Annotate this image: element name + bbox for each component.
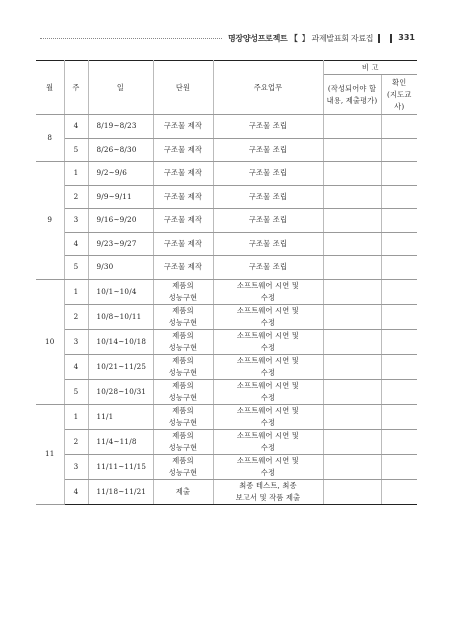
date-cell: 8/19~8/23 — [88, 115, 153, 139]
week-cell: 5 — [64, 379, 88, 404]
week-cell: 2 — [64, 185, 88, 209]
unit-cell: 구조물 제작 — [153, 115, 213, 139]
header-month: 월 — [36, 61, 64, 115]
task-cell: 구조물 조립 — [213, 256, 323, 280]
table-row — [36, 256, 417, 280]
month-cell: 10 — [36, 279, 64, 404]
task-cell: 구조물 조립 — [213, 162, 323, 186]
header-tasks: 주요업무 — [213, 61, 323, 115]
header-dotted-rule — [40, 38, 222, 39]
unit-cell: 제품의 성능구현 — [153, 329, 213, 354]
unit-cell: 제품의 성능구현 — [153, 379, 213, 404]
date-cell: 8/26~8/30 — [88, 138, 153, 162]
date-cell: 10/1~10/4 — [88, 279, 153, 304]
month-cell: 9 — [36, 162, 64, 280]
page-header — [40, 32, 415, 46]
confirm-cell — [381, 429, 417, 454]
month-cell: 11 — [36, 404, 64, 504]
table-row — [36, 479, 417, 504]
remarks-cell — [323, 162, 381, 186]
remarks-cell — [323, 279, 381, 304]
task-cell: 소프트웨어 시연 및 수정 — [213, 429, 323, 454]
date-cell: 10/21~11/25 — [88, 354, 153, 379]
unit-cell: 구조물 제작 — [153, 209, 213, 233]
remarks-cell — [323, 115, 381, 139]
date-cell: 11/11~11/15 — [88, 454, 153, 479]
header-title: 명장양성프로젝트 【 】 과제발표회 자료집 — [228, 34, 374, 43]
table-row — [36, 232, 417, 256]
task-cell: 소프트웨어 시연 및 수정 — [213, 279, 323, 304]
week-cell: 1 — [64, 162, 88, 186]
table-row — [36, 354, 417, 379]
confirm-cell — [381, 162, 417, 186]
date-cell: 9/9~9/11 — [88, 185, 153, 209]
table-row — [36, 329, 417, 354]
date-cell: 10/28~10/31 — [88, 379, 153, 404]
week-cell: 1 — [64, 279, 88, 304]
header-separator — [378, 34, 380, 43]
remarks-cell — [323, 185, 381, 209]
date-cell: 10/8~10/11 — [88, 304, 153, 329]
week-cell: 3 — [64, 209, 88, 233]
date-cell: 11/4~11/8 — [88, 429, 153, 454]
remarks-cell — [323, 354, 381, 379]
table-row — [36, 209, 417, 233]
unit-cell: 구조물 제작 — [153, 185, 213, 209]
unit-cell: 구조물 제작 — [153, 232, 213, 256]
unit-cell: 제품의 성능구현 — [153, 404, 213, 429]
unit-cell: 구조물 제작 — [153, 162, 213, 186]
task-cell: 소프트웨어 시연 및 수정 — [213, 454, 323, 479]
week-cell: 1 — [64, 404, 88, 429]
remarks-cell — [323, 429, 381, 454]
remarks-cell — [323, 209, 381, 233]
task-cell: 구조물 조립 — [213, 185, 323, 209]
week-cell: 5 — [64, 138, 88, 162]
task-cell: 구조물 조립 — [213, 138, 323, 162]
week-cell: 2 — [64, 304, 88, 329]
week-cell: 4 — [64, 354, 88, 379]
table-row — [36, 115, 417, 139]
task-cell: 구조물 조립 — [213, 232, 323, 256]
date-cell: 9/16~9/20 — [88, 209, 153, 233]
unit-cell: 제출 — [153, 479, 213, 504]
table-row — [36, 279, 417, 304]
remarks-cell — [323, 404, 381, 429]
task-cell: 소프트웨어 시연 및 수정 — [213, 329, 323, 354]
week-cell: 4 — [64, 479, 88, 504]
confirm-cell — [381, 279, 417, 304]
table-row — [36, 379, 417, 404]
page-number: 331 — [398, 33, 415, 42]
remarks-cell — [323, 232, 381, 256]
week-cell: 4 — [64, 232, 88, 256]
remarks-cell — [323, 138, 381, 162]
unit-cell: 구조물 제작 — [153, 256, 213, 280]
header-remarks-content: (작성되어야 할 내용, 제출평가) — [323, 75, 381, 115]
task-cell: 소프트웨어 시연 및 수정 — [213, 304, 323, 329]
confirm-cell — [381, 304, 417, 329]
table-row — [36, 162, 417, 186]
remarks-cell — [323, 256, 381, 280]
schedule-table — [36, 60, 417, 505]
task-cell: 소프트웨어 시연 및 수정 — [213, 379, 323, 404]
remarks-cell — [323, 329, 381, 354]
confirm-cell — [381, 232, 417, 256]
header-separator — [390, 34, 392, 43]
unit-cell: 제품의 성능구현 — [153, 279, 213, 304]
remarks-cell — [323, 454, 381, 479]
table-row — [36, 429, 417, 454]
table-row — [36, 185, 417, 209]
unit-cell: 구조물 제작 — [153, 138, 213, 162]
date-cell: 11/18~11/21 — [88, 479, 153, 504]
confirm-cell — [381, 454, 417, 479]
confirm-cell — [381, 479, 417, 504]
header-date: 일 — [88, 61, 153, 115]
confirm-cell — [381, 379, 417, 404]
date-cell: 11/1 — [88, 404, 153, 429]
header-unit: 단원 — [153, 61, 213, 115]
remarks-cell — [323, 379, 381, 404]
confirm-cell — [381, 209, 417, 233]
confirm-cell — [381, 329, 417, 354]
remarks-cell — [323, 304, 381, 329]
date-cell: 9/23~9/27 — [88, 232, 153, 256]
confirm-cell — [381, 138, 417, 162]
confirm-cell — [381, 256, 417, 280]
confirm-cell — [381, 404, 417, 429]
week-cell: 5 — [64, 256, 88, 280]
unit-cell: 제품의 성능구현 — [153, 454, 213, 479]
month-cell: 8 — [36, 115, 64, 162]
header-week: 주 — [64, 61, 88, 115]
week-cell: 3 — [64, 329, 88, 354]
week-cell: 4 — [64, 115, 88, 139]
unit-cell: 제품의 성능구현 — [153, 354, 213, 379]
week-cell: 2 — [64, 429, 88, 454]
header-remarks: 비 고 — [323, 61, 417, 75]
confirm-cell — [381, 115, 417, 139]
task-cell: 소프트웨어 시연 및 수정 — [213, 354, 323, 379]
date-cell: 9/30 — [88, 256, 153, 280]
table-row — [36, 454, 417, 479]
unit-cell: 제품의 성능구현 — [153, 304, 213, 329]
confirm-cell — [381, 185, 417, 209]
task-cell: 구조물 조립 — [213, 115, 323, 139]
task-cell: 소프트웨어 시연 및 수정 — [213, 404, 323, 429]
table-row — [36, 404, 417, 429]
header-confirm: 확인 (지도교사) — [381, 75, 417, 115]
task-cell: 구조물 조립 — [213, 209, 323, 233]
remarks-cell — [323, 479, 381, 504]
table-row — [36, 138, 417, 162]
unit-cell: 제품의 성능구현 — [153, 429, 213, 454]
table-row — [36, 304, 417, 329]
date-cell: 9/2~9/6 — [88, 162, 153, 186]
confirm-cell — [381, 354, 417, 379]
task-cell: 최종 테스트, 최종 보고서 및 작품 제출 — [213, 479, 323, 504]
date-cell: 10/14~10/18 — [88, 329, 153, 354]
week-cell: 3 — [64, 454, 88, 479]
